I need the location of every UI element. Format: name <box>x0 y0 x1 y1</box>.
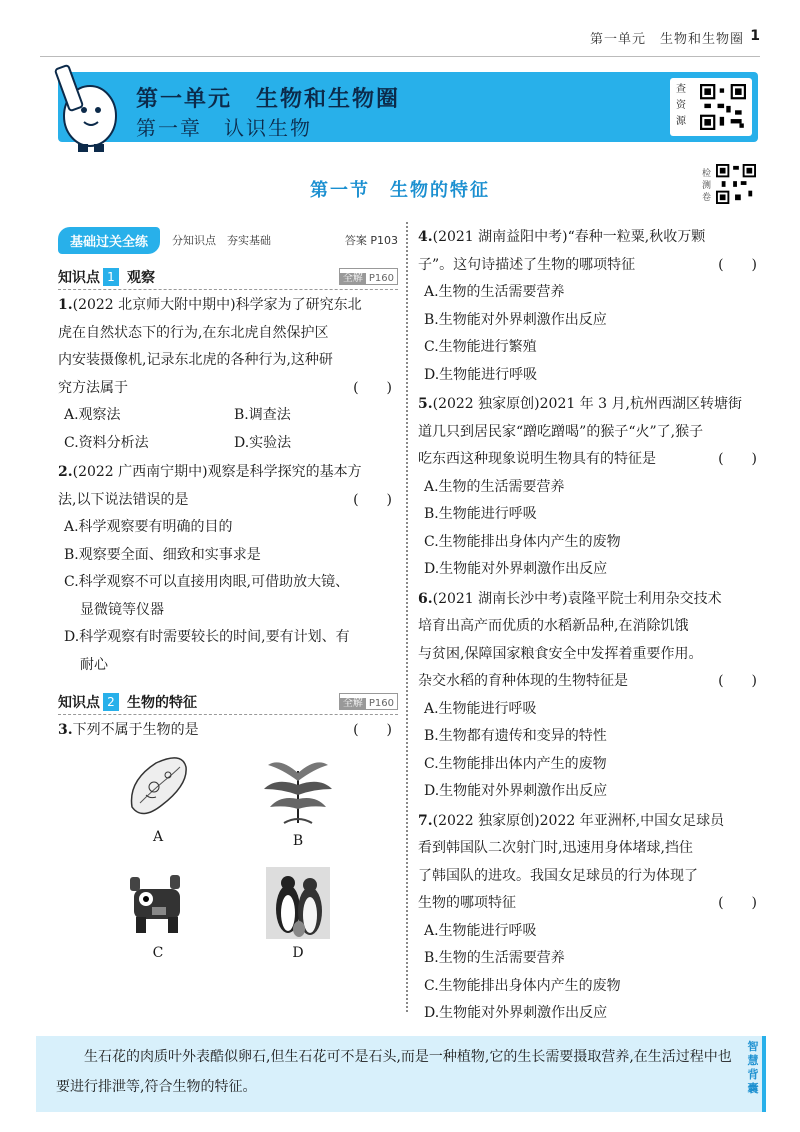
answer-paren[interactable]: ( ) <box>718 451 757 467</box>
option[interactable]: C.资料分析法 <box>64 434 149 451</box>
kp-ref-a: 全解 <box>340 698 366 709</box>
option[interactable]: A.生物能进行呼吸 <box>424 922 537 939</box>
kp-ref <box>339 693 398 710</box>
question-5 <box>418 391 763 474</box>
kp-label: 知识点 <box>58 694 100 711</box>
q1-options-row <box>58 430 398 458</box>
image-option-c[interactable] <box>118 867 198 961</box>
option-continued: 耐心 <box>80 656 108 673</box>
image-label: D <box>292 944 304 961</box>
q-line: 看到韩国队二次射门时,迅速用身体堵球,挡住 <box>418 840 693 856</box>
option[interactable]: B.生物都有遗传和变异的特性 <box>424 728 607 744</box>
question-3 <box>58 717 398 745</box>
top-rule <box>40 56 760 57</box>
q-line: 子”。这句诗描述了生物的哪项特征 <box>418 256 636 273</box>
image-option-a[interactable] <box>118 751 198 845</box>
footer-text: 生石花的肉质叶外表酷似卵石,但生石花可不是石头,而是一种植物,它的生长需要摄取营养,在生活过程中也要进行排泄等,符合生物的特征。 <box>56 1049 732 1095</box>
fern-icon <box>260 751 336 827</box>
option[interactable]: B.生物能对外界刺激作出反应 <box>424 311 607 328</box>
q-line: 虎在自然状态下的行为,在东北虎自然保护区 <box>58 324 329 341</box>
q-number: 2. <box>58 464 73 480</box>
option[interactable]: D.生物能对外界刺激作出反应 <box>424 1005 608 1021</box>
q-number: 7. <box>418 812 433 829</box>
left-column <box>58 222 398 991</box>
kp-label: 知识点 <box>58 269 100 286</box>
option[interactable]: A.生物能进行呼吸 <box>424 700 537 717</box>
option[interactable]: B.生物能进行呼吸 <box>424 506 537 522</box>
option[interactable]: A.观察法 <box>64 407 121 423</box>
option[interactable]: D.科学观察有时需要较长的时间,要有计划、有 <box>64 629 350 645</box>
right-column <box>418 222 763 1028</box>
option[interactable]: C.生物能排出身体内产生的废物 <box>424 977 621 994</box>
q-line: 了韩国队的进攻。我国女足球员的行为体现了 <box>418 867 698 884</box>
image-label: B <box>292 832 304 849</box>
q-line: (2021 湖南益阳中考)“春种一粒粟,秋收万颗 <box>432 229 706 245</box>
penguins-icon <box>266 867 330 939</box>
image-option-b[interactable] <box>258 751 338 849</box>
image-option-d[interactable] <box>258 867 338 961</box>
kp-ref <box>339 268 398 285</box>
option[interactable]: D.实验法 <box>234 434 292 451</box>
section-qr-label: 检测卷 <box>702 169 712 203</box>
q-number: 5. <box>418 396 433 412</box>
q-line: 杂交水稻的育种体现的生物特征是 <box>418 673 628 689</box>
unit-banner <box>58 72 758 142</box>
answer-paren[interactable]: ( ) <box>718 895 757 911</box>
q-line: 道几只到居民家“蹭吃蹭喝”的猴子“火”了,猴子 <box>418 423 704 440</box>
question-4 <box>418 224 763 279</box>
option[interactable]: D.生物能对外界刺激作出反应 <box>424 561 608 577</box>
q-number: 1. <box>58 297 73 313</box>
footer-side-label: 智慧背囊 <box>747 1040 759 1095</box>
q-line: 吃东西这种现象说明生物具有的特征是 <box>418 451 656 467</box>
kp-number: 1 <box>103 268 119 286</box>
q-line: (2022 独家原创)2022 年亚洲杯,中国女足球员 <box>432 812 725 829</box>
paramecium-icon <box>122 751 194 823</box>
resource-qr-box[interactable] <box>670 78 752 136</box>
q3-images <box>58 751 398 991</box>
section-title: 第一节 生物的特征 <box>310 180 490 201</box>
column-divider <box>406 222 408 1012</box>
option[interactable]: C.生物能排出体内产生的废物 <box>424 755 607 772</box>
wisdom-footer <box>36 1036 766 1112</box>
page-number: 1 <box>750 28 760 44</box>
answer-paren[interactable]: ( ) <box>353 379 392 396</box>
unit-title: 第一单元 生物和生物圈 <box>136 87 401 112</box>
option[interactable]: A.生物的生活需要营养 <box>424 478 565 495</box>
q-line: 法,以下说法错误的是 <box>58 491 189 508</box>
option[interactable]: C.生物能进行繁殖 <box>424 339 537 355</box>
q-line: 培育出高产而优质的水稻新品种,在消除饥饿 <box>418 618 689 634</box>
knowledge-point-2 <box>58 689 398 715</box>
option[interactable]: B.调查法 <box>234 407 291 423</box>
knowledge-point-1 <box>58 264 398 290</box>
chapter-title: 第一章 认识生物 <box>136 116 312 140</box>
image-label: A <box>152 828 164 845</box>
image-label: C <box>152 944 164 961</box>
kp-number: 2 <box>103 693 119 711</box>
kp-title: 生物的特征 <box>127 694 197 711</box>
option[interactable]: D.生物能进行呼吸 <box>424 366 538 383</box>
qr-code-icon[interactable] <box>700 84 746 130</box>
answer-ref: 答案 P103 <box>344 234 398 247</box>
running-title: 第一单元 生物和生物圈 <box>589 32 744 47</box>
answer-paren[interactable]: ( ) <box>718 673 757 689</box>
q-line: 生物的哪项特征 <box>418 895 516 911</box>
q-line: (2021 湖南长沙中考)袁隆平院士利用杂交技术 <box>432 590 722 607</box>
kp-ref-b: P160 <box>368 698 394 709</box>
q-number: 4. <box>418 229 433 245</box>
robot-dog-icon <box>122 867 194 939</box>
practice-subtitle: 分知识点 夯实基础 <box>172 234 272 247</box>
practice-label: 基础过关全练 <box>58 227 160 254</box>
question-1 <box>58 292 398 402</box>
question-7 <box>418 808 763 918</box>
q1-options-row <box>58 402 398 430</box>
q-line: 究方法属于 <box>58 379 128 396</box>
question-2 <box>58 459 398 514</box>
answer-paren[interactable]: ( ) <box>718 256 757 273</box>
q-number: 3. <box>58 722 73 738</box>
answer-paren[interactable]: ( ) <box>353 722 392 738</box>
q-line: (2022 北京师大附中期中)科学家为了研究东北 <box>72 297 362 313</box>
option[interactable]: B.观察要全面、细致和实事求是 <box>64 546 261 563</box>
option[interactable]: D.生物能对外界刺激作出反应 <box>424 783 608 799</box>
q-number: 6. <box>418 590 433 607</box>
option-continued: 显微镜等仪器 <box>80 601 164 618</box>
footer-accent-bar <box>762 1036 766 1112</box>
kp-title: 观察 <box>127 269 155 286</box>
q-line: (2022 广西南宁期中)观察是科学探究的基本方 <box>72 464 362 480</box>
answer-paren[interactable]: ( ) <box>353 491 392 508</box>
option[interactable]: B.生物的生活需要营养 <box>424 950 565 966</box>
q-line: 与贫困,保障国家粮食安全中发挥着重要作用。 <box>418 645 703 662</box>
kp-ref-b: P160 <box>368 273 394 284</box>
qr-label: 查资源 <box>676 84 686 127</box>
option[interactable]: A.科学观察要有明确的目的 <box>64 519 233 535</box>
q-text: 下列不属于生物的是 <box>72 722 199 738</box>
q-line: (2022 独家原创)2021 年 3 月,杭州西湖区转塘街 <box>432 396 742 412</box>
option[interactable]: C.生物能排出身体内产生的废物 <box>424 533 621 550</box>
mascot-icon <box>48 58 138 154</box>
option[interactable]: A.生物的生活需要营养 <box>424 284 565 300</box>
option[interactable]: C.科学观察不可以直接用肉眼,可借助放大镜、 <box>64 574 350 590</box>
q-line: 内安装摄像机,记录东北虎的各种行为,这种研 <box>58 352 333 368</box>
practice-tag <box>58 226 398 254</box>
section-qr-code-icon[interactable] <box>716 164 756 204</box>
kp-ref-a: 全解 <box>340 273 366 284</box>
question-6 <box>418 586 763 696</box>
